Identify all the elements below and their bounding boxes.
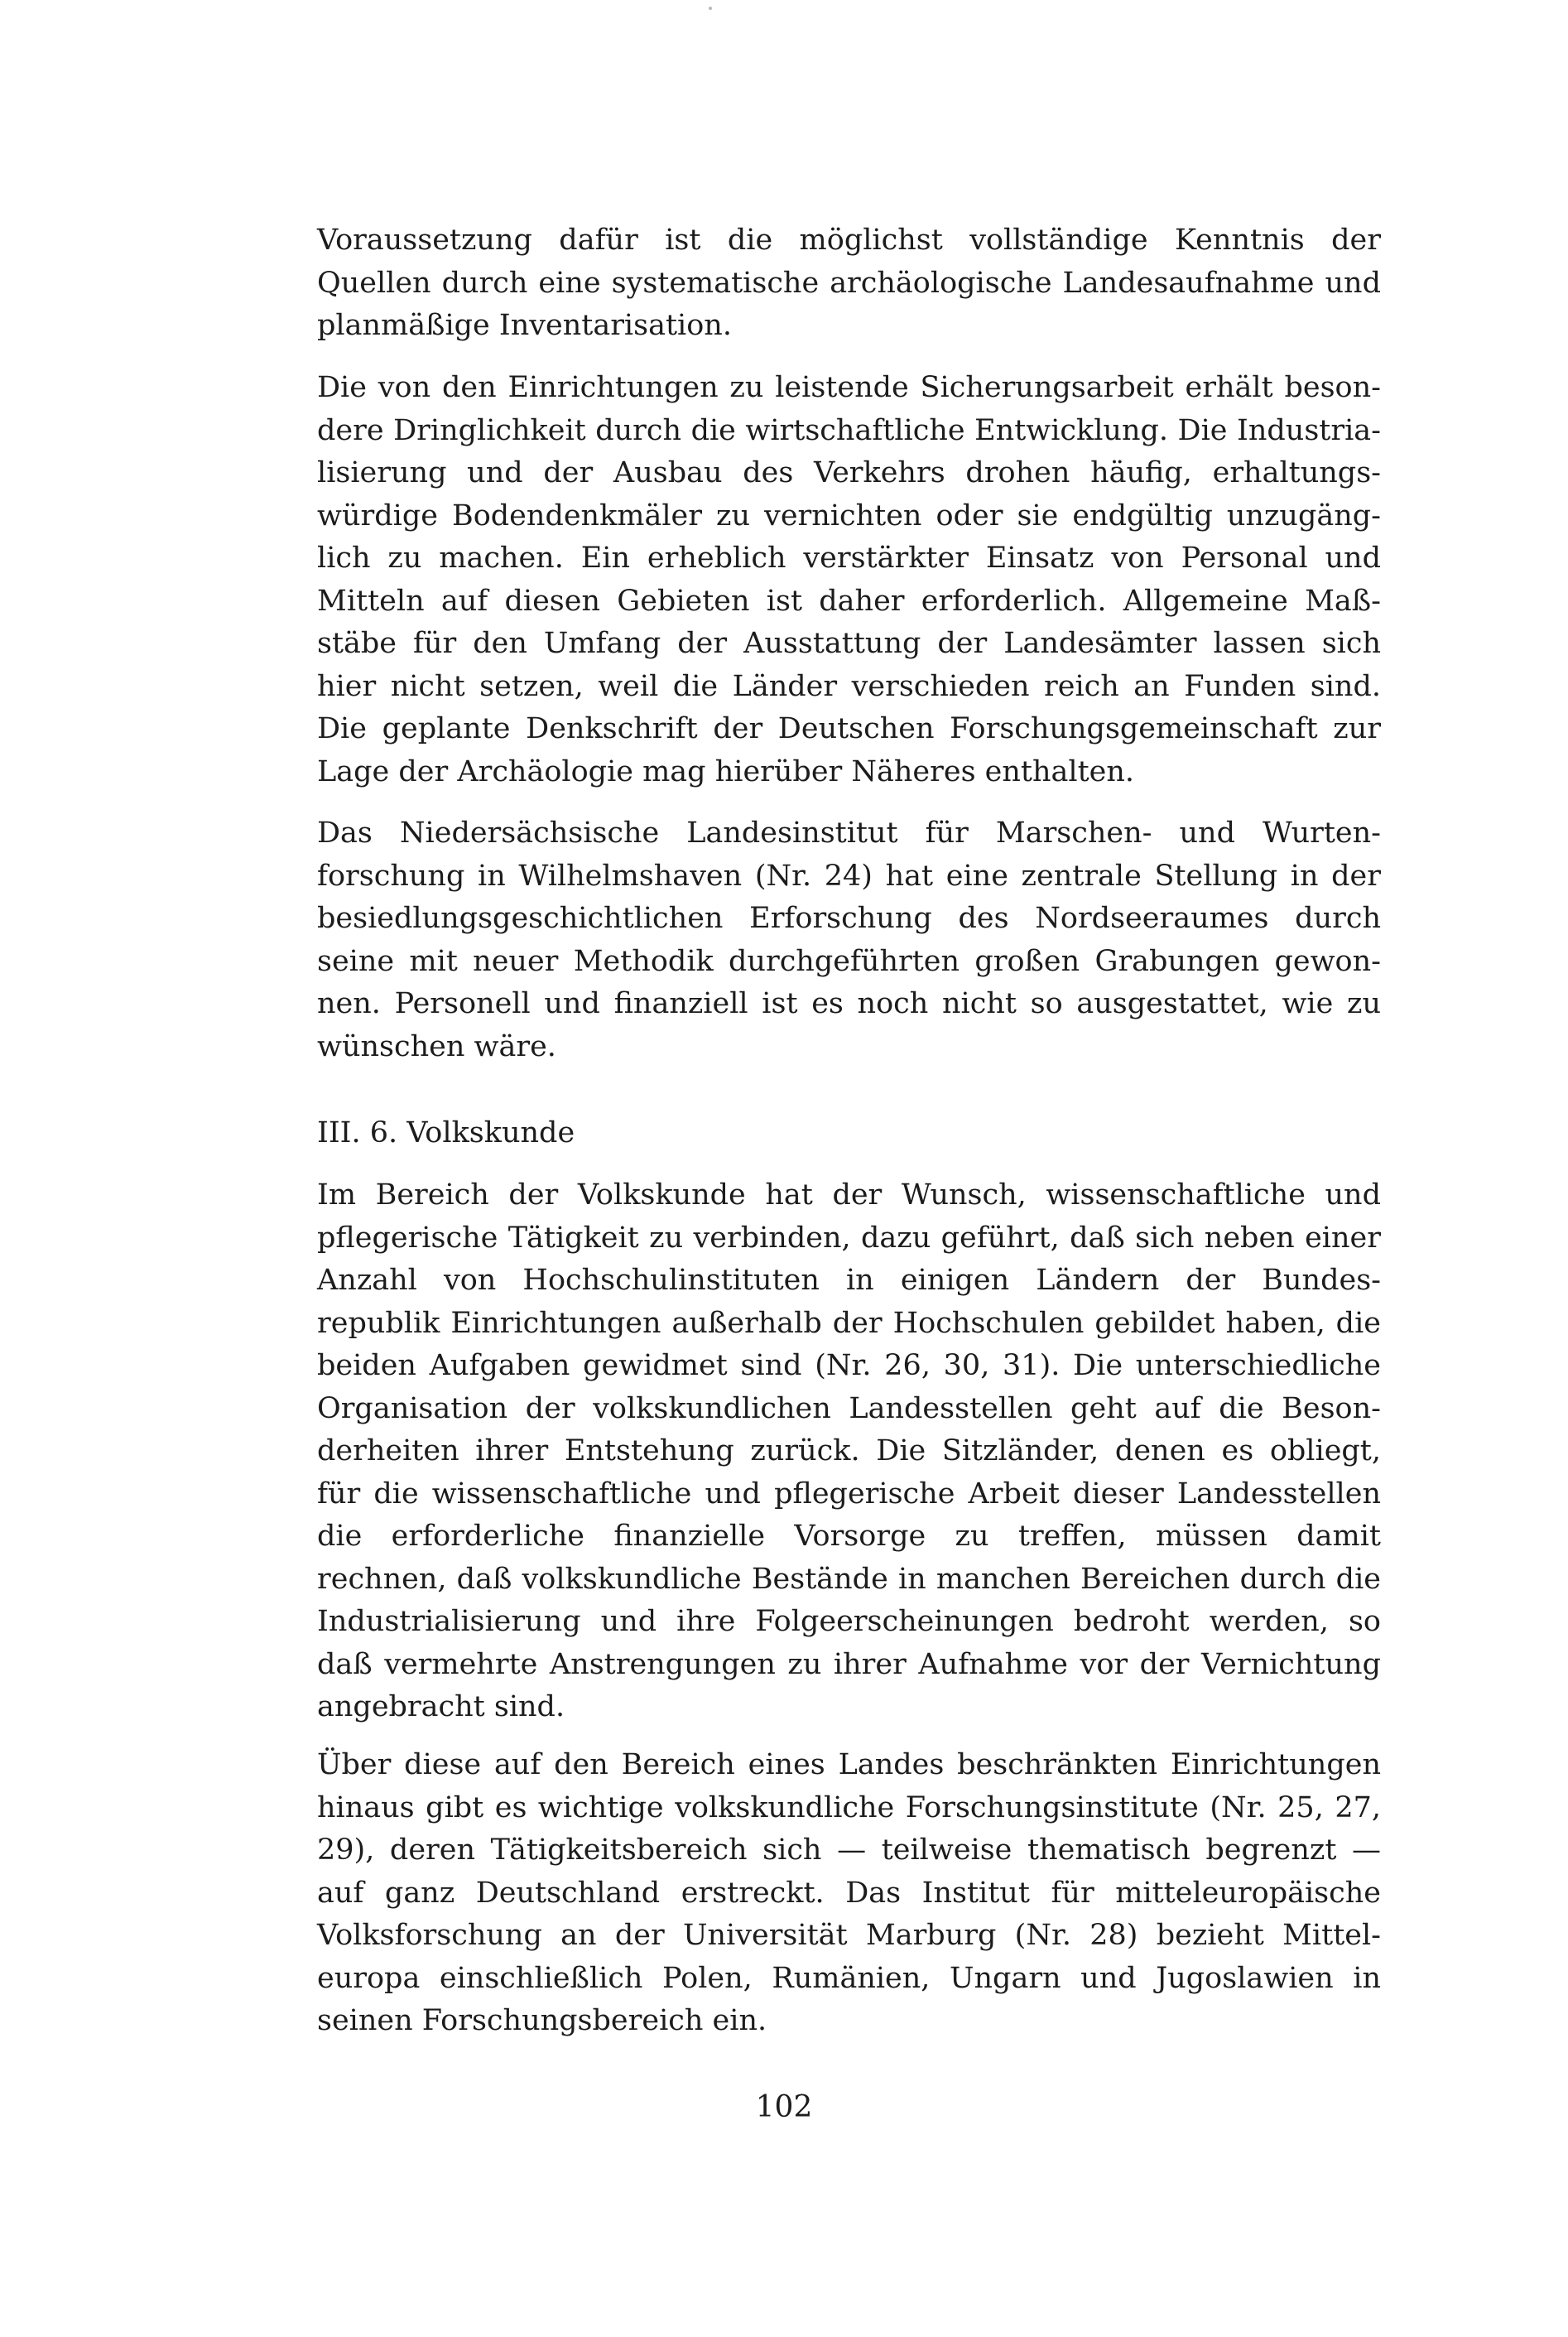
text-line: 29), deren Tätigkeitsbereich sich — teilweise thematisch begrenzt —: [317, 1833, 1381, 1867]
text-line: beiden Aufgaben gewidmet sind (Nr. 26, 30, 31). Die unterschiedliche: [317, 1349, 1381, 1382]
text-line: pflegerische Tätigkeit zu verbinden, dazu geführt, daß sich neben einer: [317, 1221, 1381, 1255]
page-number: 102: [755, 2090, 813, 2124]
text-line: besiedlungsgeschichtlichen Erforschung des Nordseeraumes durch: [317, 902, 1381, 935]
text-line: auf ganz Deutschland erstreckt. Das Institut für mitteleuropäische: [317, 1876, 1381, 1910]
text-line: europa einschließlich Polen, Rumänien, Ungarn und Jugoslawien in: [317, 1961, 1381, 1995]
text-line: forschung in Wilhelmshaven (Nr. 24) hat eine zentrale Stellung in der: [317, 859, 1381, 893]
text-line: Über diese auf den Bereich eines Landes beschränkten Einrichtungen: [317, 1748, 1381, 1781]
scan-speck: [709, 7, 712, 10]
paragraph-1: [317, 219, 1381, 348]
text-line: Im Bereich der Volkskunde hat der Wunsch, wissenschaftliche und: [317, 1178, 1381, 1212]
paragraph-3: [317, 812, 1381, 1068]
text-line: stäbe für den Umfang der Ausstattung der Landesämter lassen sich: [317, 627, 1381, 660]
section-heading: III. 6. Volkskunde: [317, 1116, 575, 1149]
paragraph-4: [317, 1174, 1381, 1729]
text-line: planmäßige Inventarisation.: [317, 309, 732, 342]
text-line: rechnen, daß volkskundliche Bestände in manchen Bereichen durch die: [317, 1562, 1381, 1596]
text-line: wünschen wäre.: [317, 1029, 556, 1063]
text-line: republik Einrichtungen außerhalb der Hochschulen gebildet haben, die: [317, 1306, 1381, 1340]
text-line: für die wissenschaftliche und pflegerische Arbeit dieser Landesstellen: [317, 1477, 1381, 1511]
text-line: Volksforschung an der Universität Marburg (Nr. 28) bezieht Mittel-: [317, 1919, 1381, 1952]
text-line: würdige Bodendenkmäler zu vernichten oder sie endgültig unzugäng-: [317, 499, 1381, 532]
text-line: Lage der Archäologie mag hierüber Näheres enthalten.: [317, 754, 1135, 788]
text-line: seine mit neuer Methodik durchgeführten großen Grabungen gewon-: [317, 944, 1381, 978]
text-line: Die geplante Denkschrift der Deutschen Forschungsgemeinschaft zur: [317, 712, 1381, 745]
text-line: hinaus gibt es wichtige volkskundliche Forschungsinstitute (Nr. 25, 27,: [317, 1790, 1381, 1824]
text-line: derheiten ihrer Entstehung zurück. Die Sitzländer, denen es obliegt,: [317, 1434, 1381, 1467]
text-line: angebracht sind.: [317, 1690, 565, 1723]
text-line: Organisation der volkskundlichen Landesstellen geht auf die Beson-: [317, 1391, 1381, 1425]
text-line: die erforderliche finanzielle Vorsorge zu treffen, müssen damit: [317, 1520, 1381, 1553]
text-line: Das Niedersächsische Landesinstitut für Marschen- und Wurten-: [317, 817, 1381, 850]
text-line: lich zu machen. Ein erheblich verstärkter Einsatz von Personal und: [317, 542, 1381, 575]
text-line: dere Dringlichkeit durch die wirtschaftliche Entwicklung. Die Industria-: [317, 413, 1381, 447]
text-line: seinen Forschungsbereich ein.: [317, 2004, 767, 2037]
text-line: daß vermehrte Anstrengungen zu ihrer Aufnahme vor der Vernichtung: [317, 1647, 1381, 1681]
text-line: Anzahl von Hochschulinstituten in einigen Ländern der Bundes-: [317, 1264, 1381, 1297]
paragraph-5: [317, 1744, 1381, 2043]
text-line: Mitteln auf diesen Gebieten ist daher erforderlich. Allgemeine Maß-: [317, 584, 1381, 618]
paragraph-2: [317, 367, 1381, 793]
text-line: Industrialisierung und ihre Folgeerscheinungen bedroht werden, so: [317, 1605, 1381, 1638]
text-line: nen. Personell und finanziell ist es noch nicht so ausgestattet, wie zu: [317, 987, 1381, 1020]
text-line: hier nicht setzen, weil die Länder verschieden reich an Funden sind.: [317, 669, 1381, 703]
text-line: Die von den Einrichtungen zu leistende Sicherungsarbeit erhält beson-: [317, 371, 1381, 404]
text-line: Voraussetzung dafür ist die möglichst vollständige Kenntnis der: [317, 224, 1381, 257]
text-line: Quellen durch eine systematische archäologische Landesaufnahme und: [317, 266, 1381, 300]
text-line: lisierung und der Ausbau des Verkehrs drohen häufig, erhaltungs-: [317, 456, 1381, 489]
